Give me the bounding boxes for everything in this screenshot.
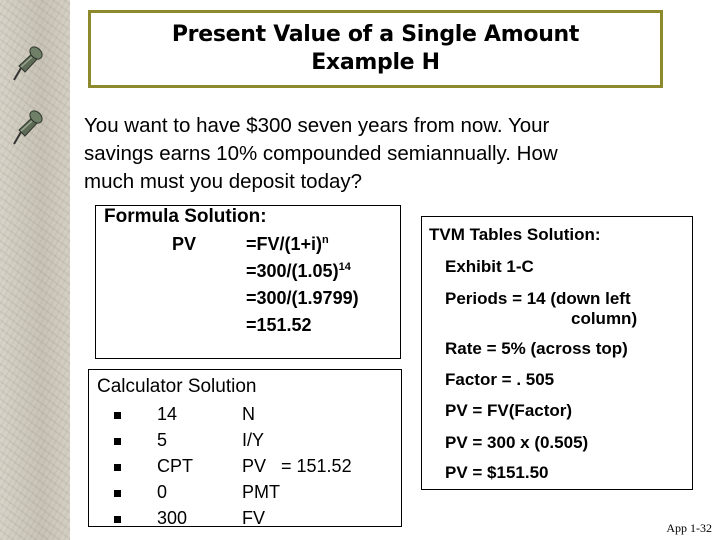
slide-number: App 1-32 <box>666 521 712 535</box>
formula-line: =300/(1.9799) <box>246 288 359 308</box>
formula-base: =FV/(1+i) <box>246 234 323 254</box>
calc-key: I/Y <box>242 430 265 450</box>
calc-key: N <box>242 404 255 424</box>
formula-exponent: n <box>322 234 329 246</box>
formula-solution-box <box>95 205 401 359</box>
bullet-square-icon <box>114 412 121 419</box>
question-line: much must you deposit today? <box>84 170 363 193</box>
tvm-exhibit: Exhibit 1-C <box>445 257 534 276</box>
calc-value: 300 <box>157 508 188 528</box>
list-item <box>89 404 401 430</box>
tvm-pv-result: PV = $151.50 <box>445 463 549 482</box>
pushpin-icon <box>8 38 44 84</box>
pv-label: PV <box>172 234 197 254</box>
bullet-square-icon <box>114 490 121 497</box>
formula-line <box>246 234 329 255</box>
list-item <box>89 430 401 456</box>
calc-value: 5 <box>157 430 168 450</box>
formula-result: =151.52 <box>246 315 312 335</box>
list-item <box>89 482 401 508</box>
tvm-tables-solution-box <box>421 216 693 490</box>
question-text <box>84 112 694 196</box>
formula-exponent: 14 <box>338 261 351 273</box>
question-line: You want to have $300 seven years from now. Your <box>84 114 550 137</box>
tvm-periods: Periods = 14 (down left <box>445 289 631 308</box>
calc-key: PV = 151.52 <box>242 456 352 476</box>
slide-title-box <box>88 10 663 88</box>
calculator-solution-box <box>88 369 402 527</box>
calculator-title: Calculator Solution <box>97 376 257 397</box>
formula-base: =300/(1.05) <box>246 261 339 281</box>
bullet-square-icon <box>114 516 121 523</box>
bullet-square-icon <box>114 464 121 471</box>
formula-line <box>246 261 351 282</box>
tvm-pv-formula: PV = FV(Factor) <box>445 401 573 420</box>
tvm-periods-note: column) <box>571 309 638 328</box>
tvm-factor: Factor = . 505 <box>445 370 555 389</box>
formula-title: Formula Solution: <box>104 206 267 227</box>
list-item <box>89 456 401 482</box>
tvm-rate: Rate = 5% (across top) <box>445 339 628 358</box>
list-item <box>89 508 401 534</box>
calc-key: FV <box>242 508 266 528</box>
pushpin-icon <box>8 102 44 148</box>
calc-value: 14 <box>157 404 178 424</box>
question-line: savings earns 10% compounded semiannually. How <box>84 142 558 165</box>
bullet-square-icon <box>114 438 121 445</box>
calculator-list <box>89 404 401 534</box>
slide-title: Present Value of a Single Amount <box>171 22 580 47</box>
calc-value: 0 <box>157 482 168 502</box>
tvm-title: TVM Tables Solution: <box>429 225 601 244</box>
slide-subtitle: Example H <box>311 50 440 75</box>
calc-value: CPT <box>157 456 193 476</box>
calc-key: PMT <box>242 482 280 502</box>
tvm-pv-calc: PV = 300 x (0.505) <box>445 433 589 452</box>
